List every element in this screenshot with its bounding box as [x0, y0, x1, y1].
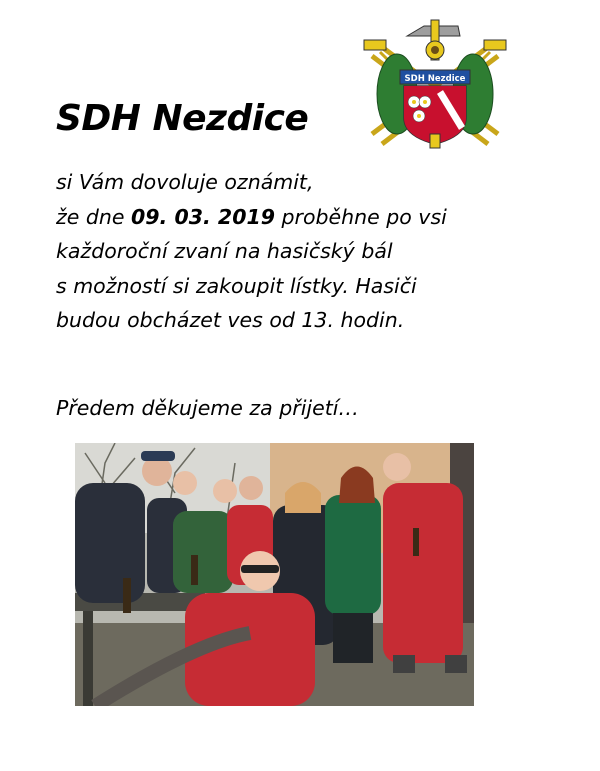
- announcement-line-5: budou obcházet ves od 13. hodin.: [56, 308, 405, 332]
- announcement-line-1: si Vám dovoluje oznámit,: [56, 170, 314, 194]
- announcement-line-2: že dne 09. 03. 2019 proběhne po vsi: [56, 204, 447, 229]
- logo-banner-text: SDH Nezdice: [404, 74, 466, 84]
- announcement-text: [56, 165, 447, 338]
- group-photo: [75, 443, 474, 706]
- event-date: 09. 03. 2019: [131, 204, 275, 229]
- announcement-line-3: každoroční zvaní na hasičský bál: [56, 239, 393, 263]
- closing-text: Předem děkujeme za přijetí…: [56, 396, 359, 420]
- announcement-line-4: s možností si zakoupit lístky. Hasiči: [56, 273, 417, 298]
- page-title: SDH Nezdice: [56, 98, 309, 139]
- sdh-emblem: [362, 16, 508, 150]
- fire-brigade-emblem-icon: [362, 16, 508, 150]
- group-photo-firefighters: [75, 443, 474, 706]
